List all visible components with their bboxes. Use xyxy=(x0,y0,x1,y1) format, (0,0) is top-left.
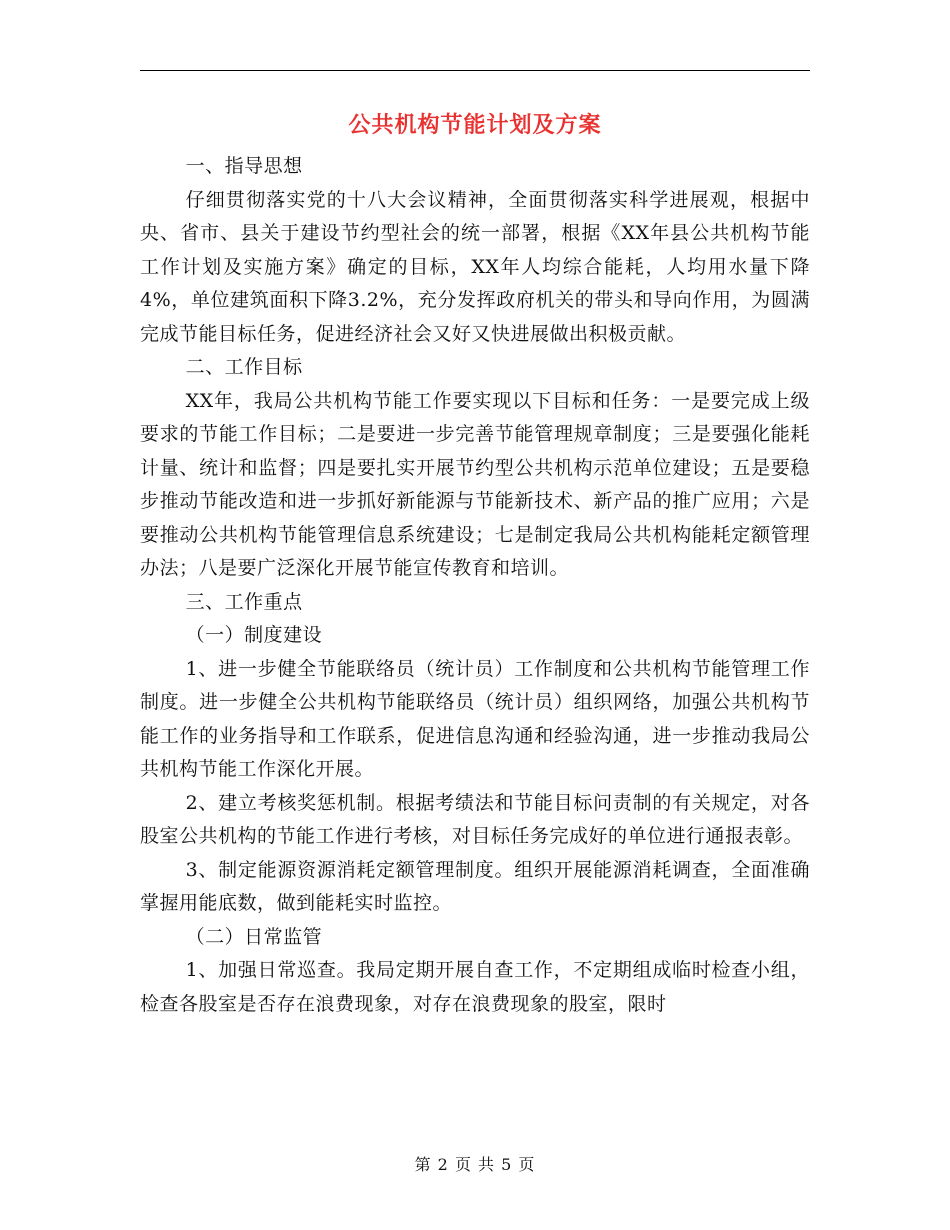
page-number: 第 2 页 共 5 页 xyxy=(414,1155,536,1174)
paragraph-item-1: 1、进一步健全节能联络员（统计员）工作制度和公共机构节能管理工作制度。进一步健全公共机构节能联络员（统计员）组织网络，加强公共机构节能工作的业务指导和工作联系，促进信息沟通和经验沟通，进一步推动我局公共机构节能工作深化开展。 xyxy=(140,657,810,780)
heading-work-focus: 三、工作重点 xyxy=(185,590,303,613)
subheading-system-building: （一）制度建设 xyxy=(185,624,323,646)
paragraph-item-3: 3、制定能源资源消耗定额管理制度。组织开展能源消耗调查，全面准确掌握用能底数，做到能耗实时监控。 xyxy=(140,858,810,914)
paragraph-daily-item-1: 1、加强日常巡查。我局定期开展自查工作，不定期组成临时检查小组，检查各股室是否存在浪费现象，对存在浪费现象的股室，限时 xyxy=(140,959,810,1015)
document-title: 公共机构节能计划及方案 xyxy=(348,112,602,138)
header-rule xyxy=(140,70,810,71)
paragraph-guiding-ideology: 仔细贯彻落实党的十八大会议精神，全面贯彻落实科学进展观，根据中央、省市、县关于建设节约型社会的统一部署，根据《XX年县公共机构节能工作计划及实施方案》确定的目标，XX年人均综合能耗，人均用水量下降4%，单位建筑面积下降3.2%，充分发挥政府机关的带头和导向作用，为圆满完成节能目标任务，促进经济社会又好又快进展做出积极贡献。 xyxy=(140,188,810,345)
heading-guiding-ideology: 一、指导思想 xyxy=(185,155,303,177)
document-body xyxy=(140,150,810,1021)
paragraph-item-2: 2、建立考核奖惩机制。根据考绩法和节能目标问责制的有关规定，对各股室公共机构的节能工作进行考核，对目标任务完成好的单位进行通报表彰。 xyxy=(140,791,810,847)
subheading-daily-supervision: （二）日常监管 xyxy=(185,925,323,948)
paragraph-work-goals: XX年，我局公共机构节能工作要实现以下目标和任务：一是要完成上级要求的节能工作目标；二是要进一步完善节能管理规章制度；三是要强化能耗计量、统计和监督；四是要扎实开展节约型公共机构示范单位建设；五是要稳步推动节能改造和进一步抓好新能源与节能新技术、新产品的推广应用；六是要推动公共机构节能管理信息系统建设；七是制定我局公共机构能耗定额管理办法；八是要广泛深化开展节能宣传教育和培训。 xyxy=(140,389,810,579)
heading-work-goals: 二、工作目标 xyxy=(185,356,303,378)
